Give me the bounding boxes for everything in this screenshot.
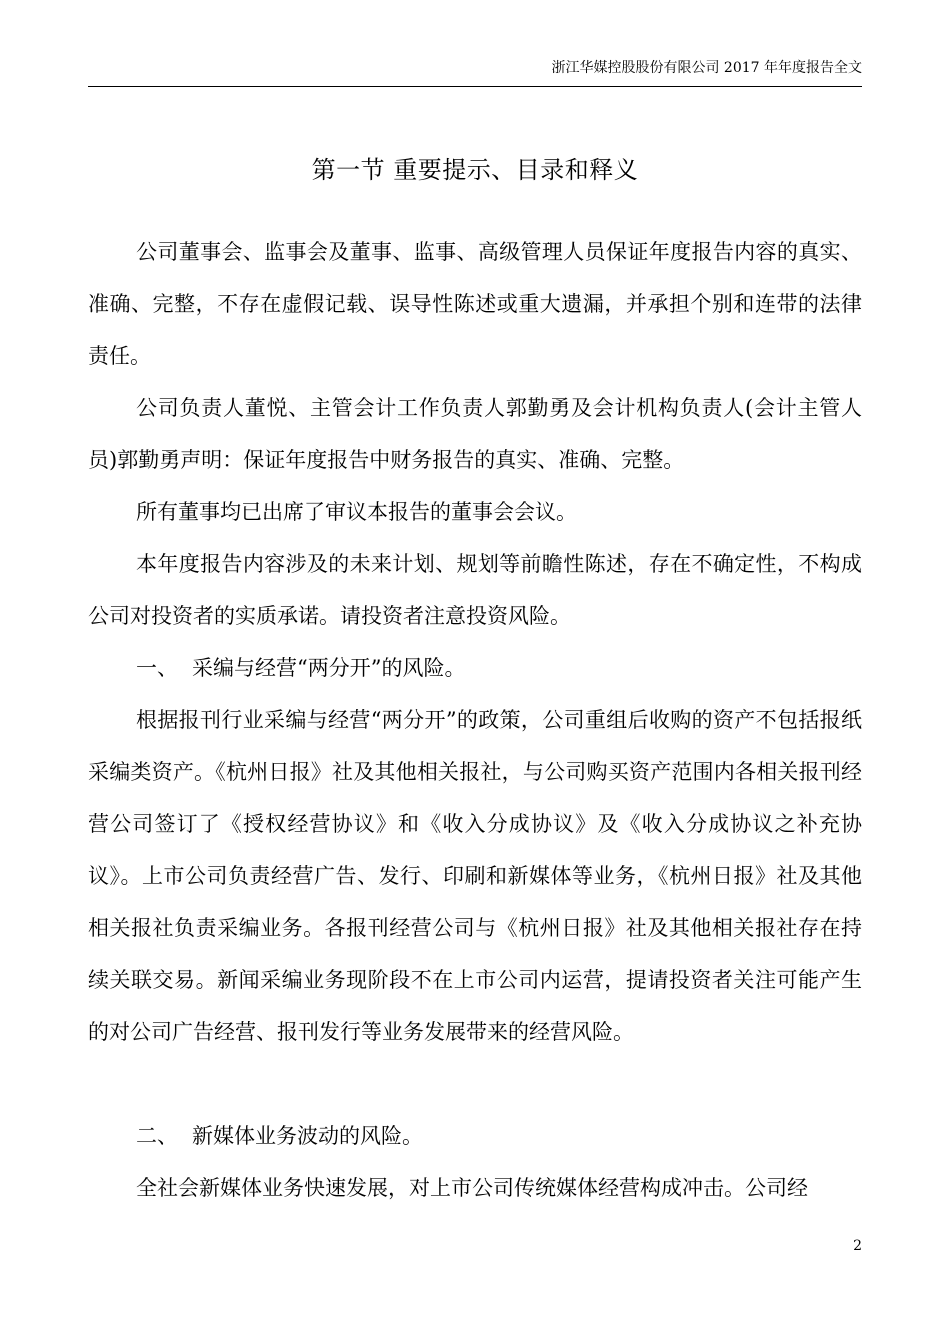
page-number: 2 <box>853 1238 862 1254</box>
running-header: 浙江华媒控股股份有限公司 2017 年年度报告全文 <box>551 60 862 76</box>
risk-title: 采编与经营“两分开”的风险。 <box>192 656 466 680</box>
paragraph-responsibility: 公司董事会、监事会及董事、监事、高级管理人员保证年度报告内容的真实、准确、完整，不存在虚假记载、误导性陈述或重大遗漏，并承担个别和连带的法律责任。 <box>88 240 862 368</box>
section-title: 第一节 重要提示、目录和释义 <box>311 156 639 184</box>
paragraph-declaration: 公司负责人董悦、主管会计工作负责人郭勤勇及会计机构负责人(会计主管人员)郭勤勇声明：保证年度报告中财务报告的真实、准确、完整。 <box>88 396 862 472</box>
paragraph-risk-2: 全社会新媒体业务快速发展，对上市公司传统媒体经营构成冲击。公司经 <box>136 1176 808 1200</box>
risk-heading-1 <box>136 642 862 694</box>
risk-number: 一、 <box>136 656 178 680</box>
paragraph-risk-1: 根据报刊行业采编与经营“两分开”的政策，公司重组后收购的资产不包括报纸采编类资产。《杭州日报》社及其他相关报社，与公司购买资产范围内各相关报刊经营公司签订了《授权经营协议》和《收入分成协议》及《收入分成协议之补充协议》。上市公司负责经营广告、发行、印刷和新媒体等业务，《杭州日报》社及其他相关报社负责采编业务。各报刊经营公司与《杭州日报》社及其他相关报社存在持续关联交易。新闻采编业务现阶段不在上市公司内运营，提请投资者关注可能产生的对公司广告经营、报刊发行等业务发展带来的经营风险。 <box>88 708 862 1044</box>
risk-number: 二、 <box>136 1124 178 1148</box>
header-divider <box>88 86 862 87</box>
paragraph-forward-looking: 本年度报告内容涉及的未来计划、规划等前瞻性陈述，存在不确定性，不构成公司对投资者的实质承诺。请投资者注意投资风险。 <box>88 552 862 628</box>
risk-heading-2 <box>136 1110 862 1162</box>
paragraph-attendance: 所有董事均已出席了审议本报告的董事会会议。 <box>136 500 577 524</box>
risk-title: 新媒体业务波动的风险。 <box>192 1124 423 1148</box>
